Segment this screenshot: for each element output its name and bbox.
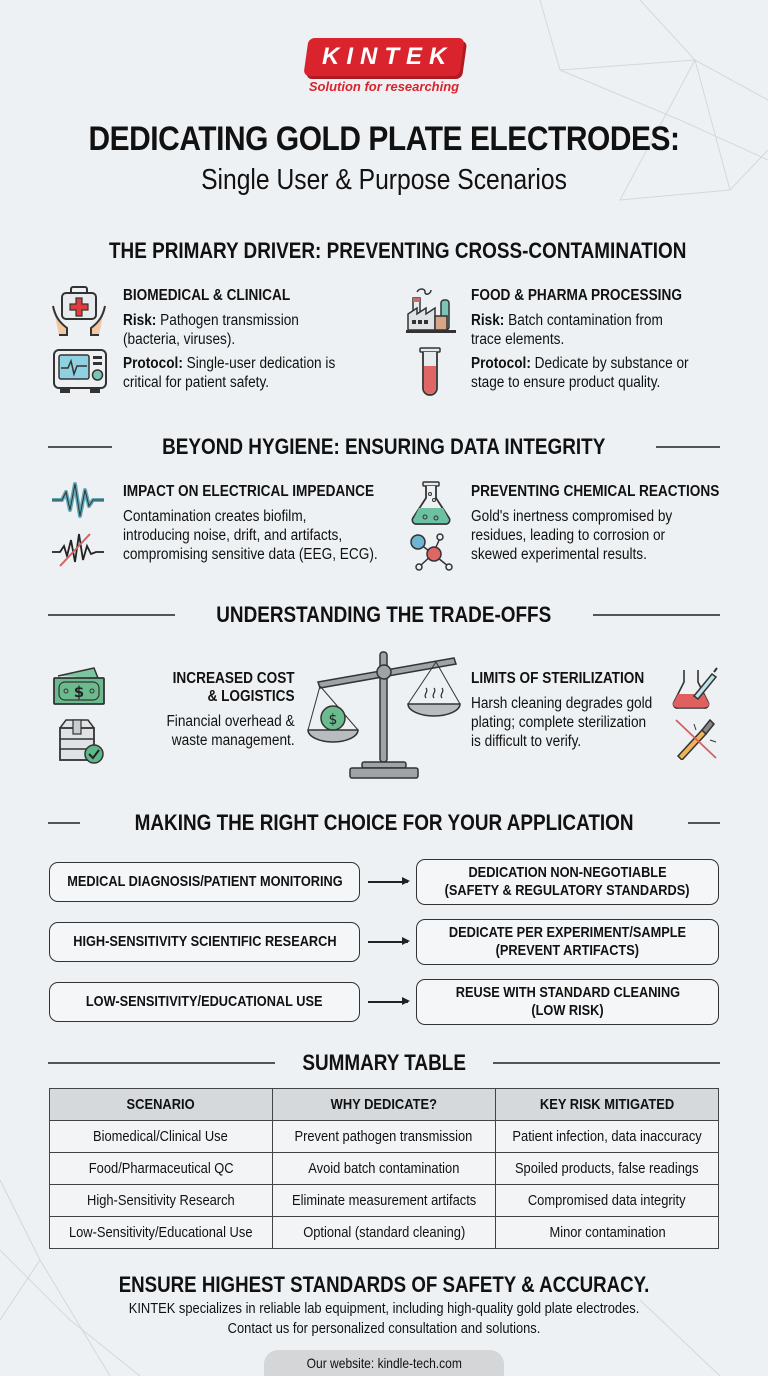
- outcome-box-research: DEDICATE PER EXPERIMENT/SAMPLE (PREVENT ARTIFACTS): [416, 919, 719, 965]
- arrow-icon: [368, 1001, 408, 1003]
- divider-rule: [48, 614, 175, 616]
- arrow-icon: [368, 881, 408, 883]
- logo-badge: KINTEK: [303, 38, 464, 76]
- outcome-box-medical: DEDICATION NON-NEGOTIABLE (SAFETY & REGULATORY STANDARDS): [416, 859, 719, 905]
- arrow-icon: [368, 941, 408, 943]
- table-row: Biomedical/Clinical Use Prevent pathogen transmission Patient infection, data inaccuracy: [50, 1121, 719, 1153]
- scenario-box-medical: MEDICAL DIAGNOSIS/PATIENT MONITORING: [49, 862, 360, 902]
- svg-text:$: $: [73, 683, 85, 701]
- cta-contact: Contact us for personalized consultation and solutions.: [227, 1320, 541, 1337]
- patient-monitor-icon: [52, 348, 108, 396]
- column-header: WHY DEDICATE?: [272, 1089, 496, 1121]
- food-pharma-block: FOOD & PHARMA PROCESSING Risk: Batch contamination from trace elements. Protocol: Dedicate by substance or stage to ensure product quality.: [471, 287, 689, 391]
- summary-table: [49, 1088, 719, 1249]
- column-header: KEY RISK MITIGATED: [496, 1089, 719, 1121]
- molecule-icon: [408, 532, 454, 572]
- crossed-pipette-icon: [672, 716, 718, 760]
- divider-rule: [48, 822, 80, 824]
- table-header-row: [50, 1089, 719, 1121]
- balance-scale-icon: [306, 650, 466, 782]
- section-heading-tradeoffs: UNDERSTANDING THE TRADE-OFFS: [48, 602, 720, 628]
- chemical-reactions-block: PREVENTING CHEMICAL REACTIONS Gold's inertness compromised by residues, leading to corrosion or skewed experimental results.: [471, 483, 720, 563]
- logo-tagline: Solution for researching: [308, 79, 460, 94]
- cost-logistics-block: INCREASED COST & LOGISTICS Financial overhead & waste management.: [166, 670, 295, 749]
- cta-description: KINTEK specializes in reliable lab equipment, including high-quality gold plate electrodes.: [128, 1300, 640, 1317]
- cta-title: ENSURE HIGHEST STANDARDS OF SAFETY & ACCURACY.: [118, 1272, 650, 1297]
- section-heading-primary-driver: THE PRIMARY DRIVER: PREVENTING CROSS-CONTAMINATION: [109, 238, 687, 263]
- kintek-logo: [0, 38, 768, 94]
- outcome-box-educational: REUSE WITH STANDARD CLEANING (LOW RISK): [416, 979, 719, 1025]
- test-tube-icon: [416, 346, 444, 398]
- page-subtitle: Single User & Purpose Scenarios: [201, 164, 567, 196]
- section-heading-data-integrity: BEYOND HYGIENE: ENSURING DATA INTEGRITY: [48, 434, 720, 460]
- box-check-icon: [56, 718, 106, 764]
- divider-rule: [48, 446, 112, 448]
- scenario-box-research: HIGH-SENSITIVITY SCIENTIFIC RESEARCH: [49, 922, 360, 962]
- divider-rule: [656, 446, 720, 448]
- section-heading-right-choice: MAKING THE RIGHT CHOICE FOR YOUR APPLICATION: [48, 810, 720, 836]
- biomedical-clinical-block: BIOMEDICAL & CLINICAL Risk: Pathogen transmission (bacteria, viruses). Protocol: Single-user dedication is critical for patient safety.: [123, 287, 336, 391]
- divider-rule: [48, 1062, 275, 1064]
- table-row: Food/Pharmaceutical QC Avoid batch contamination Spoiled products, false readings: [50, 1153, 719, 1185]
- table-row: High-Sensitivity Research Eliminate measurement artifacts Compromised data integrity: [50, 1185, 719, 1217]
- divider-rule: [493, 1062, 720, 1064]
- medical-kit-hands-icon: [50, 284, 108, 338]
- divider-rule: [593, 614, 720, 616]
- website-link[interactable]: Our website: kindle-tech.com: [264, 1350, 504, 1376]
- sterilization-limits-block: LIMITS OF STERILIZATION Harsh cleaning degrades gold plating; complete sterilization is difficult to verify.: [471, 670, 653, 750]
- money-bill-icon: [52, 666, 106, 706]
- waveform-icon: [50, 480, 106, 520]
- electrical-impedance-block: IMPACT ON ELECTRICAL IMPEDANCE Contamination creates biofilm, introducing noise, drift, and artifacts, compromising sensitive data (EEG, ECG).: [123, 483, 378, 563]
- flask-pipette-icon: [672, 666, 718, 710]
- page-title: DEDICATING GOLD PLATE ELECTRODES:: [88, 120, 680, 158]
- divider-rule: [688, 822, 720, 824]
- flask-icon: [410, 480, 452, 526]
- table-row: Low-Sensitivity/Educational Use Optional (standard cleaning) Minor contamination: [50, 1217, 719, 1249]
- column-header: SCENARIO: [50, 1089, 273, 1121]
- scenario-box-educational: LOW-SENSITIVITY/EDUCATIONAL USE: [49, 982, 360, 1022]
- svg-text:$: $: [328, 712, 338, 728]
- factory-icon: [405, 286, 457, 336]
- noisy-waveform-crossed-icon: [50, 530, 106, 570]
- section-heading-summary: SUMMARY TABLE: [48, 1050, 720, 1076]
